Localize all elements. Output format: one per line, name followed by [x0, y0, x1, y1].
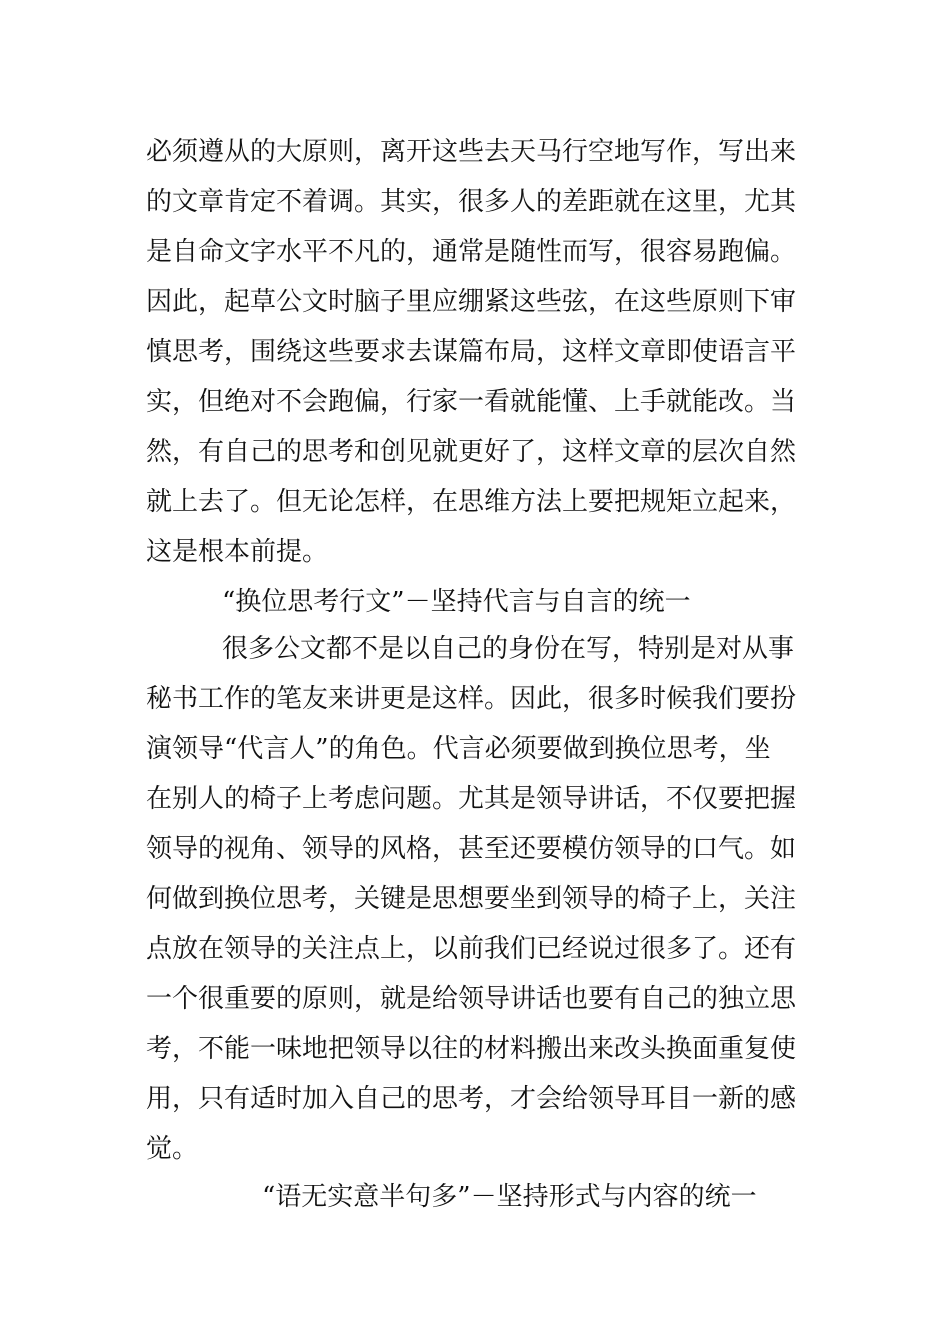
- paragraph-2-line-3: 演领导“代言人”的角色。代言必须要做到换位思考，坐: [146, 734, 771, 764]
- paragraph-2-line-6: 何做到换位思考，关键是思想要坐到领导的椅子上，关注: [146, 884, 797, 914]
- section-heading-2: “语无实意半句多”－坚持形式与内容的统一: [262, 1182, 757, 1212]
- paragraph-2-line-7: 点放在领导的关注点上，以前我们已经说过很多了。还有: [146, 934, 797, 964]
- paragraph-1-line-5: 慎思考，围绕这些要求去谋篇布局，这样文章即使语言平: [146, 337, 797, 367]
- paragraph-1-line-1: 必须遵从的大原则，离开这些去天马行空地写作，写出来: [146, 137, 797, 167]
- paragraph-1-line-9: 这是根本前提。: [146, 537, 329, 567]
- paragraph-2-line-8: 一个很重要的原则，就是给领导讲话也要有自己的独立思: [146, 984, 797, 1014]
- paragraph-1-line-3: 是自命文字水平不凡的，通常是随性而写，很容易跑偏。: [146, 237, 797, 267]
- paragraph-1-line-2: 的文章肯定不着调。其实，很多人的差距就在这里，尤其: [146, 187, 797, 217]
- paragraph-2-line-1: 很多公文都不是以自己的身份在写，特别是对从事: [222, 634, 795, 664]
- paragraph-1-line-8: 就上去了。但无论怎样，在思维方法上要把规矩立起来，: [146, 487, 797, 517]
- paragraph-1-line-7: 然，有自己的思考和创见就更好了，这样文章的层次自然: [146, 437, 797, 467]
- paragraph-2-line-5: 领导的视角、领导的风格，甚至还要模仿领导的口气。如: [146, 834, 797, 864]
- paragraph-2-line-11: 觉。: [146, 1134, 199, 1164]
- paragraph-2-line-10: 用，只有适时加入自己的思考，才会给领导耳目一新的感: [146, 1084, 797, 1114]
- paragraph-2-line-4: 在别人的椅子上考虑问题。尤其是领导讲话，不仅要把握: [146, 784, 797, 814]
- section-heading-1: “换位思考行文”－坚持代言与自言的统一: [222, 587, 691, 617]
- paragraph-1-line-4: 因此，起草公文时脑子里应绷紧这些弦，在这些原则下审: [146, 287, 797, 317]
- paragraph-2-line-9: 考，不能一味地把领导以往的材料搬出来改头换面重复使: [146, 1034, 797, 1064]
- paragraph-1-line-6: 实，但绝对不会跑偏，行家一看就能懂、上手就能改。当: [146, 387, 797, 417]
- paragraph-2-line-2: 秘书工作的笔友来讲更是这样。因此，很多时候我们要扮: [146, 684, 797, 714]
